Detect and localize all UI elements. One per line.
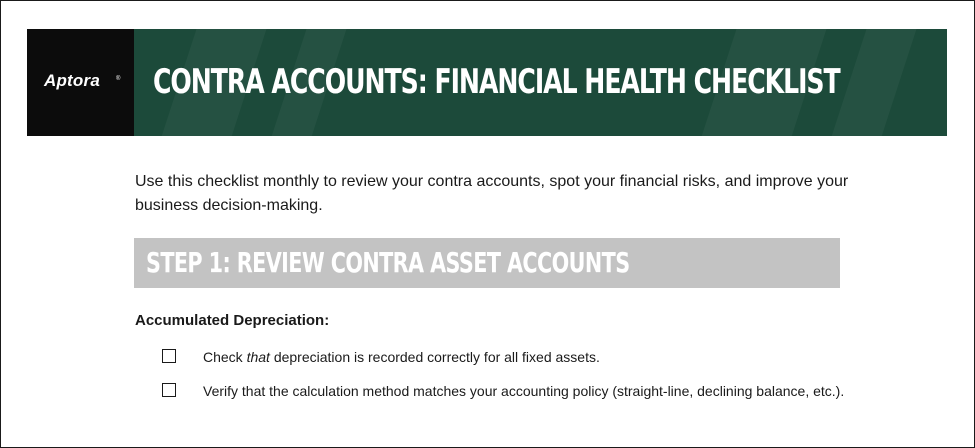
- checkbox[interactable]: [162, 383, 176, 397]
- section-heading: Accumulated Depreciation:: [135, 312, 330, 329]
- checklist-item-text-part: depreciation is recorded correctly for all fixed assets.: [269, 349, 600, 365]
- checkbox[interactable]: [162, 349, 176, 363]
- checklist-item-emphasis: that: [246, 349, 270, 365]
- step-title: STEP 1: REVIEW CONTRA ASSET ACCOUNTS: [146, 246, 630, 279]
- header-banner: [27, 29, 947, 136]
- checklist-item-text: [203, 347, 853, 368]
- intro-paragraph: Use this checklist monthly to review your contra accounts, spot your financial risks, and improve your business decision-making.: [135, 173, 849, 214]
- company-logo: Aptora: [44, 71, 100, 90]
- step-header: [134, 238, 840, 288]
- registered-mark: ®: [116, 76, 121, 82]
- checklist-item-text: Verify that the calculation method matches your accounting policy (straight-line, declining balance, etc.).: [203, 383, 845, 399]
- checklist-item-text-part: Check: [203, 349, 247, 365]
- logo-box: [27, 29, 134, 136]
- page-title: CONTRA ACCOUNTS: FINANCIAL HEALTH CHECKLIST: [153, 62, 840, 102]
